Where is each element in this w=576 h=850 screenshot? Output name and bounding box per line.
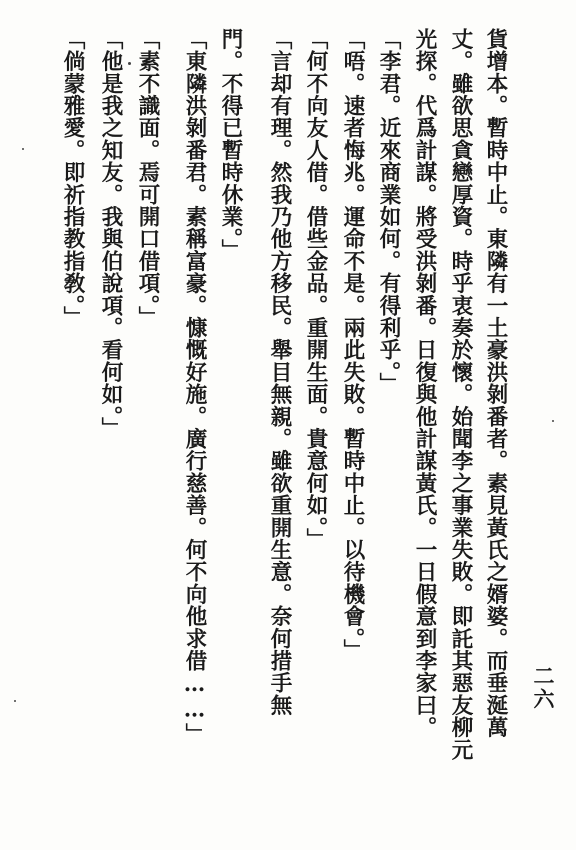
text-column-1: 貨增本。暫時中止。東隣有一土豪洪剝番者。素見黃氏之婿婆。而垂涎萬 [483,28,508,739]
text-column-5: 「唔。速者悔兆。運命不是。兩此失敗。暫時中止。以待機會。」 [340,28,365,662]
text-column-12: 「倘蒙雅愛。即祈指教指敎。」 [60,28,85,329]
text-column-4: 「李君。近來商業如何。有得利乎。」 [376,28,401,395]
text-column-3: 光探。代爲計謀。將受洪剝番。日復與他計謀黃氏。一日假意到李家曰。 [412,28,437,739]
text-column-9: 「東隣洪剝番君。素稱富豪。慷慨好施。廣行慈善。何不向他求借……」 [182,28,207,746]
scan-speck [14,700,16,702]
text-column-6: 「何不向友人借。借些金品。重開生面。貴意何如。」 [303,28,328,551]
text-column-2: 丈。雖欲思貪戀厚資。時乎衷奏於懷。始聞李之事業失敗。即託其惡友柳元 [448,28,473,761]
text-column-7: 「言却有理。然我乃他方移民。舉目無親。雖欲重開生意。奈何措手無 [267,28,292,717]
scan-speck [552,420,554,422]
scan-speck [22,148,24,150]
text-column-10: 「素不識面。焉可開口借項。」 [135,28,160,329]
text-column-11: 「他是我之知友。我與伯說項。看何如。」 [98,28,123,440]
text-column-8: 門。不得已暫時休業。」 [218,28,243,262]
scan-speck [128,62,131,65]
page-number: 二六 [531,665,556,711]
